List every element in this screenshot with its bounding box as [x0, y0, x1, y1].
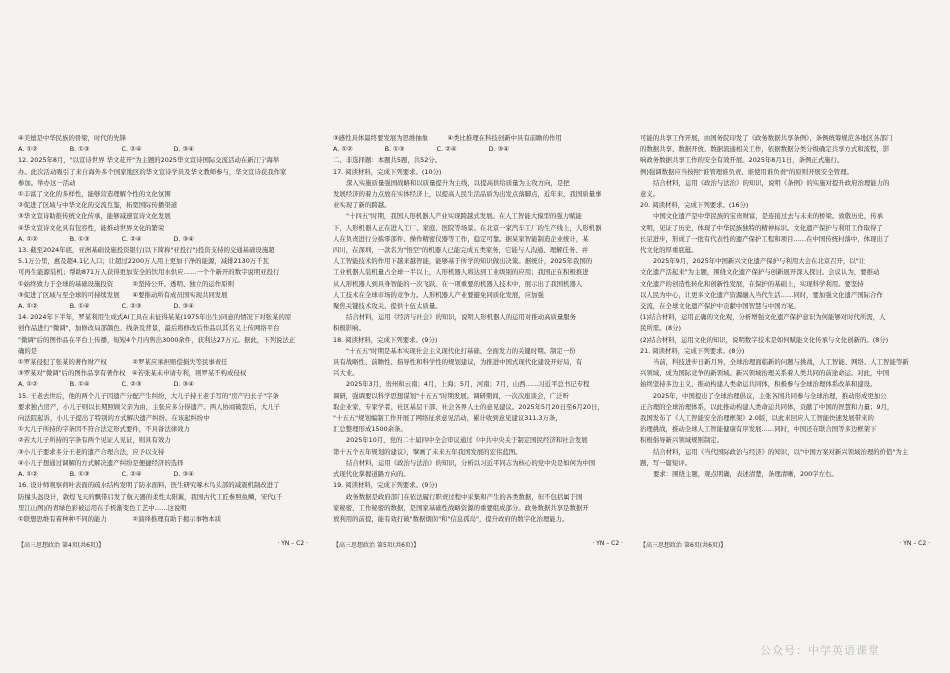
- text-line: ④美德是中华民族的骨梁，时代的先锋: [18, 134, 126, 142]
- text-line: 14. 2024年下半年，罗某利用生成式AI工具在未征得某某(1975年出生)同意的情况下对张某的原: [18, 313, 292, 322]
- text-line: ②若大儿子所持的字条有两个见证人见证，则具有效力: [18, 436, 171, 445]
- text-line: ③感性具体最终要发展为思维抽象 ④类比推理在科技创新中具有前瞻的作用: [333, 134, 562, 142]
- text-line: 具有战略性、前瞻性、指导性和科学性的规划建议，为推进中国式现代化建设开好局，有: [333, 358, 583, 367]
- text-line: ③华文宣诗助推传统文化传承，能够减速宣诗文化发展: [18, 212, 171, 221]
- footer-code: · YN – C2 ·: [592, 540, 623, 547]
- text-line: 从人形机器人到具身智能的一次飞跃。在一项重要的机器人技术中，展示出了我国机器人: [333, 279, 583, 288]
- text-line: 创作品进行"微调"，加修改局部颜色、线条及背景，最后将修改后作品以其名义上传网络平台: [18, 324, 280, 333]
- text-line: 积极倡导新兴领域规则制定。: [640, 436, 724, 445]
- text-line: 民所需。(8分): [640, 324, 682, 333]
- text-line: 要求独占房产，小儿子则以长期照顾父亲为由，主张应多分得遗产。两人协商破裂后，大儿子: [18, 402, 281, 411]
- watermark: 公众号：中学英语课堂: [760, 644, 880, 657]
- text-line: A. ①② B. ①④ C. ②③ D. ③④: [18, 380, 194, 389]
- text-line: 文明，见证了历史，体现了中华民族独特的精神标识。文化遗产保护与利用工作取得了: [640, 223, 883, 232]
- text-line: (1)结合材料，运用正确的文化观，分析增强文化遗产保护意识为何能够对时代所需，人: [640, 313, 886, 322]
- text-line: 2025年10月，党的二十届四中全会审议通过《中共中央关于制定国民经济和社会发展: [346, 436, 588, 445]
- text-line: 2025年9月，2025年中国新兴文化遗产保护与利用大会在北京召开，以"让: [653, 257, 866, 266]
- text-line: 2025年3月，贵州和云南；4月，上海；5月，河南；7月，山西……习近平总书记专程: [346, 380, 590, 389]
- text-line: 始终坚持多边主义，推动构建人类命运共同体，积极参与全球治理体系改革和建设。: [640, 380, 877, 389]
- text-line: 人工智能技术的作用下越来越智能，能够基于所学的知识做出决策。据统计，2025年我国的: [333, 257, 593, 266]
- text-line: ③促进了区域与至全球的可持续发展 ④要推动所有成员国实现共同发展: [18, 290, 228, 299]
- text-line: 20. 阅读材料，完成下列要求。(16分): [640, 201, 749, 210]
- text-line: 向法院起诉，小儿子提出了特别的方式解决遗产纠纷。在该起纠纷中: [18, 414, 210, 423]
- footer-page-number: 第4页(共6页)】: [61, 542, 105, 549]
- text-line: 积极影响。: [333, 324, 365, 333]
- text-line: 17. 阅读材料，完成下列要求。(10分): [333, 167, 442, 176]
- text-line: 结合材料，运用《当代国际政治与经济》的知识，以"中国方案对新兴领域治理的价值"为主: [653, 447, 909, 456]
- text-line: 结合材料，运用《经济与社会》的知识，说明人形机器人的运用对推动高质量服务: [346, 313, 577, 322]
- text-line: 调研，强调要以科学思想谋划"十五五"时期发展。调研期间，一次次座谈会，广泛听: [333, 391, 569, 400]
- text-line: 式现代化掌握道路方向的。: [333, 470, 410, 479]
- text-line: 5.1万公里，惠及超4.1亿人口；让超过2200万人用上更加干净的能源，减排2130万千瓦: [18, 257, 269, 266]
- footer-page-number: 第6页(共6页)】: [683, 542, 727, 549]
- page-5-column: [333, 133, 623, 525]
- text-line: 确的是: [18, 346, 38, 355]
- text-line: 16. 设计师观察荷叶表面的疏水结构发明了防水面料，医生研究啄木鸟头部的减震机制改进了: [18, 481, 280, 490]
- text-line: 的数据共享、数据开放、数据流通相关工作，依据数据分类分级确定共享方式和流程，影: [640, 145, 890, 154]
- text-line: 家秘密、工作秘密的数据，是国家基础性战略资源的重要组成部分。政务数据共享是数据开: [333, 503, 589, 512]
- text-line: 深入实施质量强国战略和以质量提升为主线，以提高供给质量为主攻方向，是把: [346, 178, 570, 187]
- page-6-column: [640, 133, 930, 480]
- text-line: ①联想思维有着种种不同的能力 ②演绎推理有助于揭示事物本质: [18, 514, 222, 523]
- text-line: ③罗某对"微调"后的图作品享有著作权 ④若张某未申请专利，则罗某不构成侵权: [18, 369, 247, 378]
- text-line: "微调"后的图作品在平台上传播，短短4个月内售出3000余件，获利达27万元。据此，下列说法正: [18, 335, 296, 344]
- text-line: 例)强调数据应当按照"谁管理谁负责、谁使用谁负责"的原则开展安全管理。: [640, 167, 853, 176]
- text-line: 21. 阅读材料，完成下列要求。(8分): [640, 346, 745, 355]
- text-line: 18. 阅读材料，完成下列要求。(9分): [333, 335, 438, 344]
- text-line: 13. 截至2024年底，亚洲基础设施投资银行(以下简称"亚投行")投资支持的交通基础设施超: [18, 246, 275, 255]
- text-line: 当前，科技进步日新月异，全球治理面临新的问题与挑战，人工智能、网络、人工智能等新: [653, 358, 909, 367]
- text-line: A. ①② B. ①④ C. ②③ D. ③④: [18, 302, 194, 311]
- text-line: 参加。举办这一活动: [18, 178, 76, 187]
- page-5-footer: [333, 540, 623, 549]
- text-line: 人在负责进行分拣零部件、操作精密仪器等工作，稳定可靠。据某家智能制造企业统计，某: [333, 234, 589, 243]
- text-line: A. ①② B. ①③ C. ②④ D. ③④: [333, 145, 509, 154]
- footer-subject: 【高三思想政治: [333, 542, 376, 549]
- text-line: 结合材料，运用《政治与法治》的知识，说明《条例》的实施对提升政府治理能力的: [653, 178, 890, 187]
- footer-code: · YN – C2 ·: [277, 540, 308, 547]
- page-4-footer: [18, 540, 308, 549]
- text-line: 19. 阅读材料，完成下列要求。(9分): [333, 481, 438, 490]
- footer-subject: 【高三思想政治: [18, 542, 61, 549]
- text-line: 可再生能源装机；帮助871万人获得更加安全的饮用水供应……一个个新开的数字说明亚投行: [18, 268, 280, 277]
- text-line: 2025年，中国提出了全球治理倡议，主张各国共同参与全球治理，推动形成更加公: [653, 391, 887, 400]
- text-line: 文化遗产的创造性转化和创新性发展，在保护的基础上，实现科学利用。要坚持: [640, 279, 864, 288]
- text-line: A. ①② B. ①③ C. ②④ D. ③④: [18, 145, 194, 154]
- text-line: 人工技术在全球市场的竞争力。人形机器人产业要避免同质化发展，应加强: [333, 290, 544, 299]
- text-line: 兴领域，成为国际竞争的新领域。新兴领域治理关系着人类共同的前途命运。对此，中国: [640, 369, 890, 378]
- text-line: ③小儿子要求多分王老的遗产合理合法，应予以支持: [18, 447, 165, 456]
- text-line: 可能的共享工作开展，由国务院印发了《政务数据共享条例》，条例统筹规范各地区各部门: [640, 134, 893, 142]
- text-line: 结合材料，运用《政治与法治》的知识，分析以习近平同志为核心的党中央是如何为中国: [346, 458, 596, 467]
- text-line: 以人民为中心，让更多文化遗产资源融入当代生活……同时，要加强文化遗产国际合作: [640, 290, 883, 299]
- text-line: 兴大业。: [333, 369, 359, 378]
- text-line: ①始终致力于全球的基础设施投资 ②坚持公开、透明、独立的运作原则: [18, 279, 234, 288]
- text-line: 政务数据是政府部门在依法履行职责过程中采集和产生的各类数据，但不包括属于国: [346, 492, 583, 501]
- text-line: 放利用的前提，能有效打破"数据烟囱"和"信息孤岛"，提升政府的数字化治理能力。: [333, 514, 569, 523]
- text-line: 防撞头盔设计，敦煌飞天的飘带启发了航天器的柔性太阳翼，我国古代工匠参照鱼鳞，宋代(千: [18, 492, 283, 501]
- text-line: 四川，在深圳，一款名为"悟空"的机器人已能完成五类家务，它能与人沟通、理解任务、并: [333, 246, 589, 255]
- text-line: 第十五个五年规划的建议》，擘画了未来五年我国发展的宏伟蓝图。: [333, 447, 522, 456]
- text-line: 聚焦关键技术攻关、提供十伍太质量。: [333, 302, 442, 311]
- text-line: "十五五"时期是基本实现社会主义现代化打基础、全面发力的关键时期。制定一份: [346, 346, 576, 355]
- footer-code: · YN – C2 ·: [899, 540, 930, 547]
- footer-subject: 【高三思想政治: [640, 542, 683, 549]
- text-line: 二、非选择题：本题共5题，共52分。: [333, 156, 442, 165]
- text-line: 下，人形机器人正在进入工厂、家庭、医院等场景。在北京一家汽车工厂的生产线上，人形机器: [333, 223, 602, 232]
- text-line: 里江山图)的青绿色彩被运用在手机渐变色工艺中……这说明: [18, 503, 187, 512]
- text-line: A. ①② B. ①③ C. ②④ D. ③④: [18, 470, 194, 479]
- text-line: 文化遗产活起来"为主题，围绕文化遗产保护与创新展开深入探讨。会议认为，要推动: [640, 268, 880, 277]
- text-line: 我国发布了《人工智能安全治理框架》2.0版，以此来回应人工智能快速发展带来的: [640, 414, 874, 423]
- text-line: (2)结合材料，运用文化的知识，说明数字技术是如何赋能文化传承与文化创新的。(8分): [640, 335, 889, 344]
- text-line: 工业机器人装机量占全球一半以上，人形机器人将达到工业级别的应用；我国正在积极推进: [333, 268, 589, 277]
- text-line: 办。此次活动吸引了来自海外多个国家地区的华文宣诗学员及华文教师参与，华文宣诗获我作家: [18, 167, 287, 176]
- text-line: ②促进了区域与中华文化的交流互鉴，拓宽国际传播渠道: [18, 201, 178, 210]
- text-line: 中国文化遗产是中华民族的宝贵财富，是连接过去与未来的桥梁。致敬历史，传承: [653, 212, 884, 221]
- text-line: ①罗某侵犯了张某的著作财产权 ②罗某应承担赔偿损失等民事责任: [18, 358, 228, 367]
- text-line: 长足进步，形成了一批有代表性的遗产保护工程和项目……在中国传统村落中，体现出了: [640, 234, 890, 243]
- text-line: "十五五"规划编制工作开展了网络征求意见活动，累计收到意见建议311.3万条，: [333, 414, 562, 423]
- text-line: 响政务数据共享工作的安全有效开展。2025年8月1日，条例正式施行。: [640, 156, 844, 165]
- text-line: 取企业家、专家学者、社区基层干部、社会各界人士的意见建议。2025年5月20日至6月20日，: [333, 402, 604, 411]
- text-line: 正合理的全球治理体系，以此推动构建人类命运共同体，贡献了中国的智慧和力量；9月，: [640, 402, 894, 411]
- footer-page-number: 第5页(共6页)】: [376, 542, 420, 549]
- text-line: 12. 2025年8月，"以宣诗世界 华文花开"为主题的2025华文宣诗国际交流活动在新江宁海举: [18, 156, 280, 165]
- text-line: A. ①② B. ①③ C. ②④ D. ③④: [18, 234, 194, 243]
- text-line: "十四五"时期，我国人形机器人产业实现跨越式发展。在人工智能大模型的强力赋能: [346, 212, 582, 221]
- text-line: 意义。: [640, 190, 660, 199]
- text-line: 代文化的厚重底蕴。: [640, 246, 698, 255]
- text-line: 题，写一篇短评。: [640, 458, 692, 467]
- text-line: 业实现了新的跨越。: [333, 201, 391, 210]
- text-line: ④小儿子想通过调解的方式解决遗产纠纷是便捷经济的选择: [18, 458, 184, 467]
- text-line: ④华文宣诗文化具有包容性，能推动世界文化的繁荣: [18, 223, 165, 232]
- text-line: 发展经济的着力点放在实体经济上，以提高人民生活品质为出发点落脚点，近年来，我国质量事: [333, 190, 602, 199]
- text-line: 15. 王老去世后，他的两个儿子因遗产分配产生纠纷，大儿子持王老手写的"房产归长子"字条: [18, 391, 279, 400]
- page-4-column: [18, 133, 308, 525]
- text-line: 交流，在全球文化遗产保护中贡献中国智慧与中国方案。: [640, 302, 800, 311]
- text-line: ①丰富了文化的多样性，能够营造理解个性的文化氛围: [18, 190, 171, 199]
- text-line: 要求：围绕主题，观点明确，表述清楚，条理清晰，200字左右。: [653, 470, 838, 479]
- text-line: 治理挑战，推动全球人工智能健康有序发展……同时，中国还在联合国等多边框架下: [640, 425, 877, 434]
- text-line: 汇总整理形成1500余条。: [333, 425, 407, 434]
- page-6-footer: [640, 540, 930, 549]
- text-line: ①大儿子所持的字条因不符合法定形式要件，不具备法律效力: [18, 425, 190, 434]
